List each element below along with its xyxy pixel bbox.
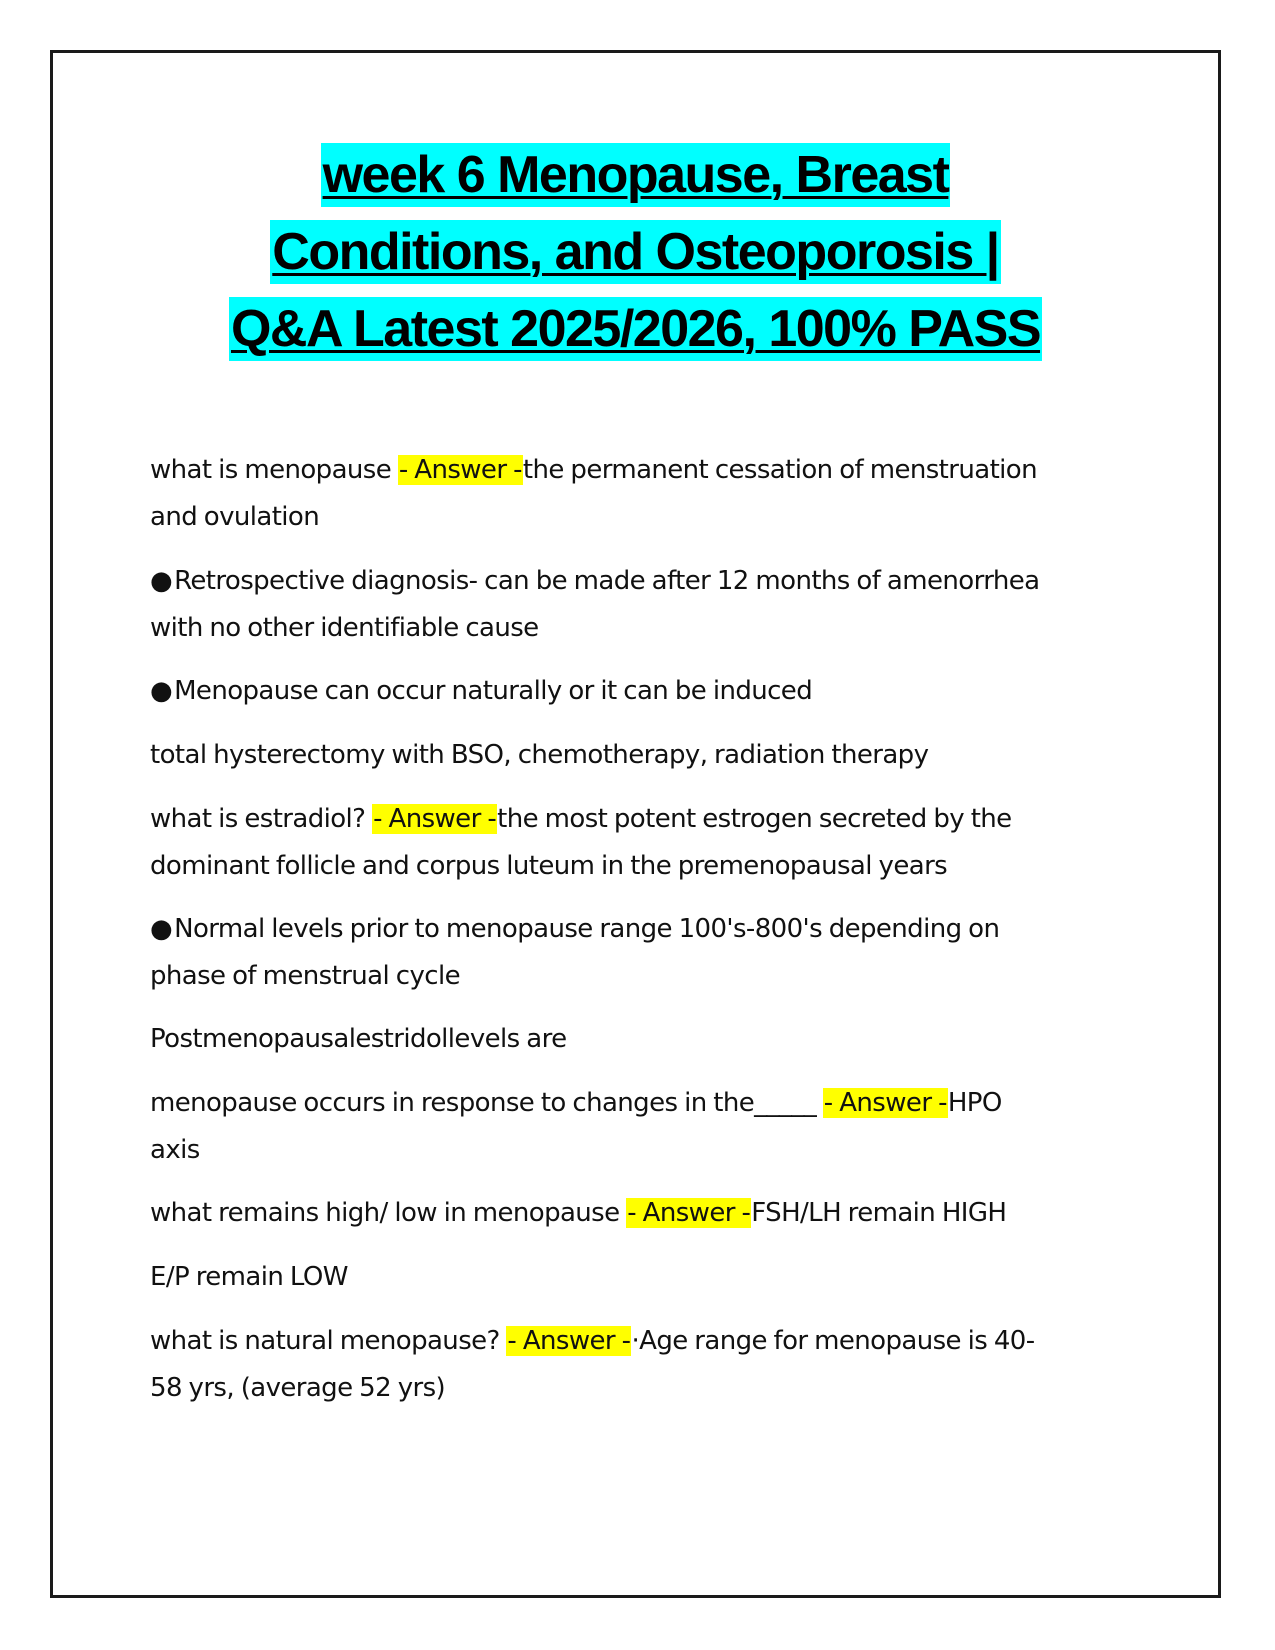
- answer-text-continued: 58 yrs, (average 52 yrs): [150, 1373, 446, 1403]
- answer-marker: - Answer -: [373, 804, 497, 834]
- document-title: [50, 143, 1221, 374]
- paragraph-postmenopausal: [150, 1016, 1135, 1063]
- answer-text-continued: and ovulation: [150, 502, 320, 532]
- question-text: what is menopause: [150, 455, 398, 485]
- paragraph-text: Postmenopausalestridollevels are: [150, 1024, 567, 1054]
- qa-menopause: [150, 447, 1135, 541]
- answer-text-continued: axis: [150, 1135, 200, 1165]
- paragraph-induced-causes: [150, 732, 1135, 779]
- answer-marker: - Answer -: [823, 1088, 947, 1118]
- bullet-text-continued: with no other identifiable cause: [150, 613, 539, 643]
- qa-natural-menopause: [150, 1318, 1135, 1412]
- answer-text-continued: dominant follicle and corpus luteum in the premenopausal years: [150, 851, 948, 881]
- answer-text: ·Age range for menopause is 40-: [631, 1326, 1035, 1356]
- question-text: what is estradiol?: [150, 804, 373, 834]
- title-line-1: week 6 Menopause, Breast: [321, 143, 951, 207]
- bullet-text: Retrospective diagnosis- can be made after 12 months of amenorrhea: [174, 566, 1040, 596]
- answer-marker: - Answer -: [627, 1198, 751, 1228]
- bullet-icon: ●: [150, 914, 173, 944]
- bullet-text-continued: phase of menstrual cycle: [150, 961, 460, 991]
- bullet-retrospective: [150, 558, 1135, 652]
- question-text: what remains high/ low in menopause: [150, 1198, 627, 1228]
- answer-text: the permanent cessation of menstruation: [522, 455, 1037, 485]
- answer-marker: - Answer -: [398, 455, 522, 485]
- qa-high-low: [150, 1190, 1135, 1237]
- question-text: menopause occurs in response to changes in the_____: [150, 1088, 823, 1118]
- answer-text: HPO: [947, 1088, 1002, 1118]
- question-text: what is natural menopause?: [150, 1326, 507, 1356]
- qa-estradiol: [150, 796, 1135, 890]
- answer-text: FSH/LH remain HIGH: [751, 1198, 1007, 1228]
- bullet-text: Menopause can occur naturally or it can be induced: [174, 676, 813, 706]
- bullet-icon: ●: [150, 566, 173, 596]
- document-body: [150, 447, 1135, 1412]
- bullet-text: Normal levels prior to menopause range 100's-800's depending on: [174, 914, 1000, 944]
- paragraph-ep-low: [150, 1254, 1135, 1301]
- qa-hpo-axis: [150, 1080, 1135, 1174]
- paragraph-text: total hysterectomy with BSO, chemotherapy, radiation therapy: [150, 740, 929, 770]
- answer-marker: - Answer -: [507, 1326, 631, 1356]
- answer-text: the most potent estrogen secreted by the: [497, 804, 1012, 834]
- paragraph-text: E/P remain LOW: [150, 1262, 348, 1292]
- title-line-3: Q&A Latest 2025/2026, 100% PASS: [229, 297, 1042, 361]
- bullet-natural-induced: [150, 668, 1135, 715]
- title-line-2: Conditions, and Osteoporosis |: [270, 220, 1000, 284]
- bullet-icon: ●: [150, 676, 173, 706]
- bullet-normal-levels: [150, 906, 1135, 1000]
